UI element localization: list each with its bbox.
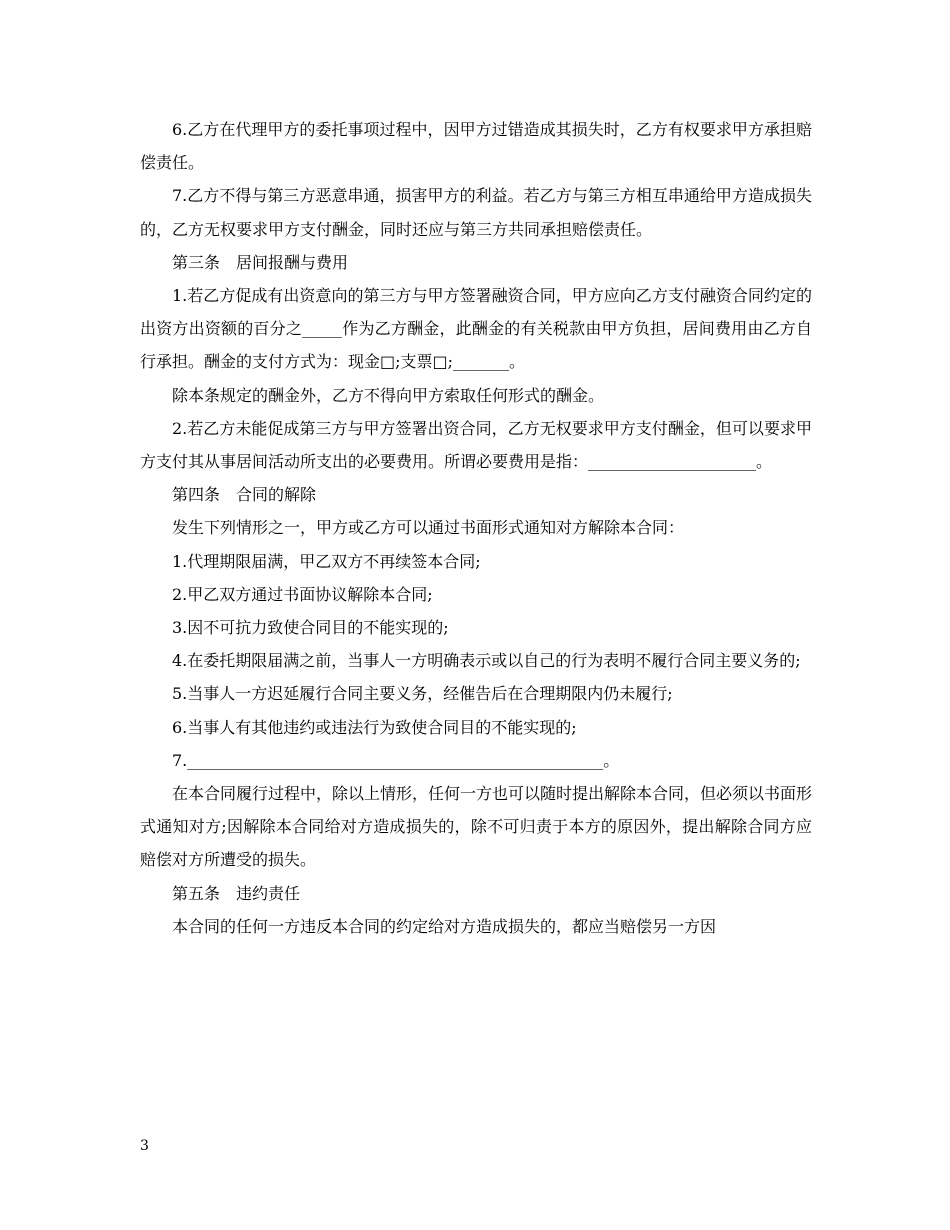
clause-paragraph: 在本合同履行过程中，除以上情形，任何一方也可以随时提出解除本合同，但必须以书面形式通知对方;因解除本合同给对方造成损失的，除不可归责于本方的原因外，提出解除合同方应赔偿对方所遭受的损失。 [140,784,813,870]
clause-paragraph: 本合同的任何一方违反本合同的约定给对方造成损失的，都应当赔偿另一方因 [172,916,717,936]
clause-paragraph: 7.乙方不得与第三方恶意串通，损害甲方的利益。若乙方与第三方相互串通给甲方造成损失的，乙方无权要求甲方支付酬金，同时还应与第三方共同承担赔偿责任。 [140,186,812,239]
clause-paragraph: 发生下列情形之一，甲方或乙方可以通过书面形式通知对方解除本合同： [172,518,685,538]
clause-paragraph: 1.若乙方促成有出资意向的第三方与甲方签署融资合同，甲方应向乙方支付融资合同约定的出资方出资额的百分之_____作为乙方酬金，此酬金的有关税款由甲方负担，居间费用由乙方自行承担。酬金的支付方式为：现金□;支票□;_______。 [140,286,812,372]
clause-paragraph: 2.若乙方未能促成第三方与甲方签署出资合同，乙方无权要求甲方支付酬金，但可以要求甲方支付其从事居间活动所支出的必要费用。所谓必要费用是指：_____________________。 [140,418,812,472]
document-body [140,113,812,943]
page-number: 3 [140,1138,149,1154]
list-item: 4.在委托期限届满之前，当事人一方明确表示或以自己的行为表明不履行合同主要义务的; [172,651,801,671]
clause-paragraph: 除本条规定的酬金外，乙方不得向甲方索取任何形式的酬金。 [172,385,605,405]
list-item: 2.甲乙双方通过书面协议解除本合同; [172,584,433,604]
section-heading: 第三条 居间报酬与费用 [172,252,349,272]
list-item: 7.____________________________________________________。 [172,750,620,770]
list-item: 5.当事人一方迟延履行合同主要义务，经催告后在合理期限内仍未履行; [172,684,673,704]
section-heading: 第四条 合同的解除 [172,485,317,505]
list-item: 1.代理期限届满，甲乙双方不再续签本合同; [172,551,481,571]
list-item: 3.因不可抗力致使合同目的不能实现的; [172,618,449,638]
clause-paragraph: 6.乙方在代理甲方的委托事项过程中，因甲方过错造成其损失时，乙方有权要求甲方承担赔偿责任。 [140,120,812,173]
section-heading: 第五条 违约责任 [172,883,301,903]
list-item: 6.当事人有其他违约或违法行为致使合同目的不能实现的; [172,717,577,737]
